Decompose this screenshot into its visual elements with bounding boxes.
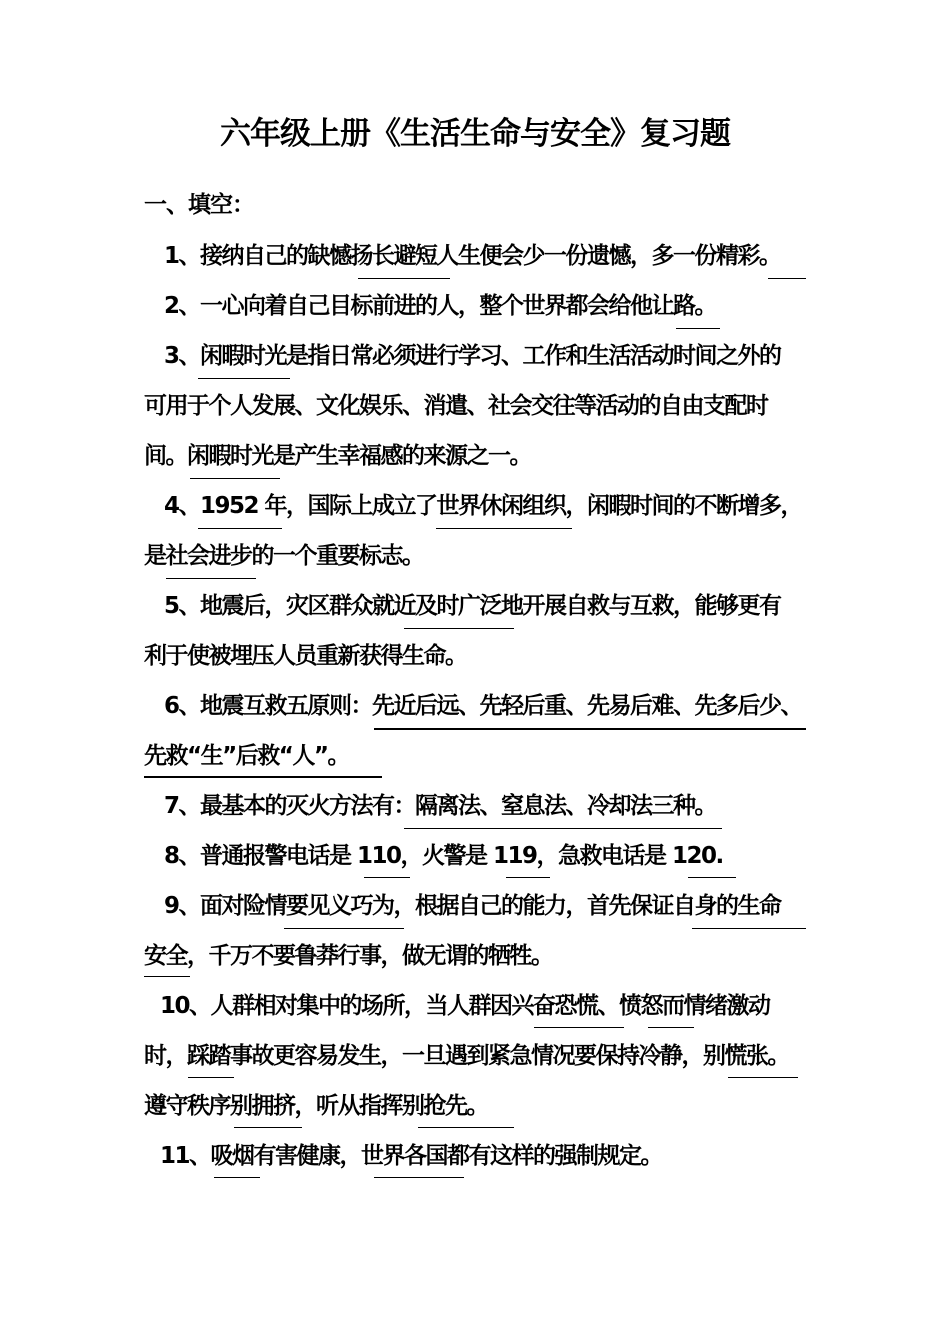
answer-underline (358, 278, 450, 279)
answer-underline (214, 1177, 260, 1178)
page-title: 六年级上册《生活生命与安全》复习题 (220, 116, 730, 152)
question-line-11: 11、吸烟有害健康，世界各国都有这样的强制规定。 (160, 1143, 663, 1169)
answer-underline (506, 877, 550, 878)
question-line-5-cont: 利于使被埋压人员重新获得生命。 (144, 643, 467, 669)
question-line-1: 1、接纳自己的缺憾扬长避短人生便会少一份遗憾，多一份精彩。 (164, 243, 781, 269)
answer-underline (364, 877, 410, 878)
answer-underline (190, 478, 280, 479)
answer-underline (198, 528, 282, 529)
answer-underline (188, 1077, 234, 1078)
answer-underline (234, 1127, 302, 1128)
answer-underline (284, 928, 404, 929)
answer-underline (676, 328, 720, 329)
question-line-6: 6、地震互救五原则：先近后远、先轻后重、先易后难、先多后少、 (164, 693, 803, 719)
answer-underline (374, 728, 806, 730)
question-line-3-cont-2: 间。闲暇时光是产生幸福感的来源之一。 (144, 443, 531, 469)
answer-underline (404, 828, 722, 829)
question-line-3-cont-1: 可用于个人发展、文化娱乐、消遣、社会交往等活动的自由支配时 (144, 393, 768, 419)
question-line-8: 8、普通报警电话是 110，火警是 119，急救电话是 120. (164, 843, 723, 869)
answer-underline (688, 877, 736, 878)
question-line-9-cont: 安全，千万不要鲁莽行事，做无谓的牺牲。 (144, 943, 553, 969)
question-line-10-cont-1: 时，踩踏事故更容易发生，一旦遇到紧急情况要保持冷静，别慌张。 (144, 1043, 789, 1069)
answer-underline (534, 1027, 624, 1028)
answer-underline (198, 378, 290, 379)
question-line-4: 4、1952 年，国际上成立了世界休闲组织，闲暇时间的不断增多， (164, 493, 803, 519)
answer-underline (768, 278, 806, 279)
question-line-5: 5、地震后，灾区群众就近及时广泛地开展自救与互救，能够更有 (164, 593, 781, 619)
answer-underline (144, 776, 382, 778)
question-line-9: 9、面对险情要见义巧为，根据自己的能力，首先保证自身的生命 (164, 893, 781, 919)
answer-underline (144, 976, 190, 977)
answer-underline (728, 1077, 798, 1078)
answer-underline (166, 578, 256, 579)
section-heading: 一、填空： (144, 192, 254, 218)
answer-underline (436, 528, 572, 529)
answer-underline (374, 1177, 464, 1178)
question-line-7: 7、最基本的灭火方法有：隔离法、窒息法、冷却法三种。 (164, 793, 717, 819)
answer-underline (404, 628, 514, 629)
question-line-10: 10、人群相对集中的场所，当人群因兴奋恐慌、愤怒而情绪激动 (160, 993, 770, 1019)
answer-underline (648, 1027, 694, 1028)
question-line-4-cont: 是社会进步的一个重要标志。 (144, 543, 424, 569)
question-line-10-cont-2: 遵守秩序别拥挤，听从指挥别抢先。 (144, 1093, 488, 1119)
question-line-6-cont: 先救“生”后救“人”。 (144, 743, 349, 769)
answer-underline (418, 1127, 514, 1128)
question-line-2: 2、一心向着自己目标前进的人，整个世界都会给他让路。 (164, 293, 717, 319)
answer-underline (692, 928, 806, 929)
question-line-3: 3、闲暇时光是指日常必须进行学习、工作和生活活动时间之外的 (164, 343, 781, 369)
